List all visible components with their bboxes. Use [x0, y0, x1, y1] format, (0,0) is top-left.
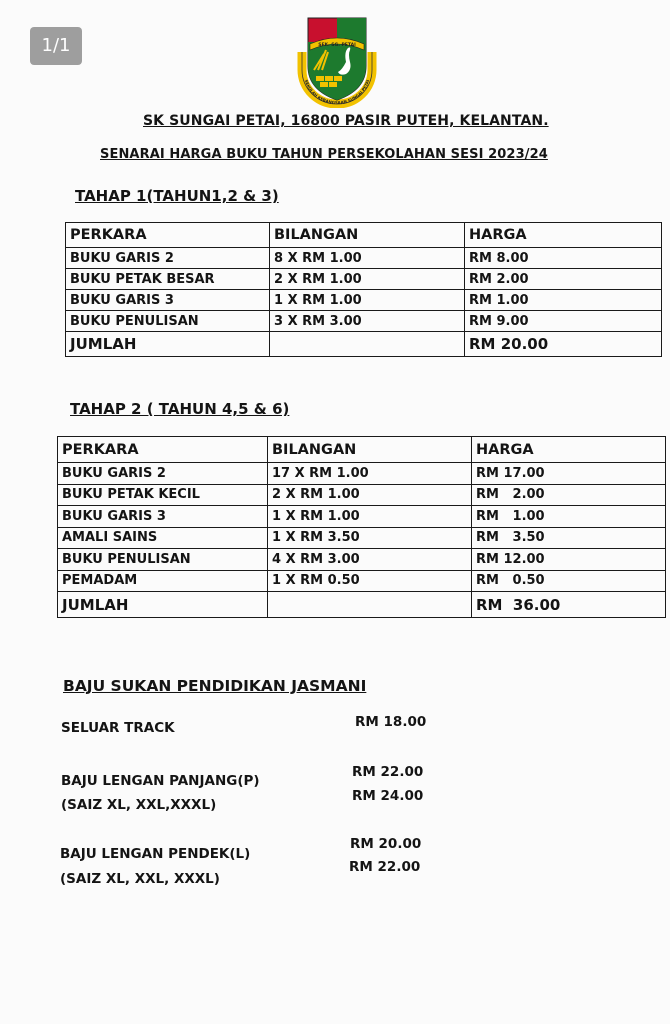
- total-harga: RM 36.00: [472, 592, 666, 618]
- cell-bilangan: 1 X RM 3.50: [268, 527, 472, 549]
- crest-banner-text: SEK. SG. PETAI: [318, 43, 356, 48]
- lengan-pendek-price: RM 20.00: [350, 836, 422, 852]
- school-crest-logo: [294, 12, 380, 108]
- cell-bilangan: 1 X RM 0.50: [268, 570, 472, 592]
- cell-perkara: BUKU PENULISAN: [66, 311, 270, 332]
- cell-harga: RM 12.00: [472, 549, 666, 571]
- cell-bilangan: 2 X RM 1.00: [270, 269, 465, 290]
- column-header-perkara: PERKARA: [58, 437, 268, 463]
- lengan-panjang-label: BAJU LENGAN PANJANG(P): [61, 773, 260, 789]
- table-total-row: [66, 332, 662, 357]
- lengan-pendek-size-label: (SAIZ XL, XXL, XXXL): [60, 871, 220, 887]
- seluar-track-label: SELUAR TRACK: [61, 720, 175, 736]
- tahap1-heading: TAHAP 1(TAHUN1,2 & 3): [75, 187, 279, 205]
- table-row: [66, 290, 662, 311]
- table-row: [58, 506, 666, 528]
- lengan-panjang-size-price: RM 24.00: [352, 788, 424, 804]
- tahap2-heading: TAHAP 2 ( TAHUN 4,5 & 6): [70, 400, 290, 418]
- table-header-row: [66, 223, 662, 248]
- baju-sukan-heading: BAJU SUKAN PENDIDIKAN JASMANI: [63, 677, 367, 695]
- table-total-row: [58, 592, 666, 618]
- cell-bilangan: 1 X RM 1.00: [270, 290, 465, 311]
- lengan-pendek-label: BAJU LENGAN PENDEK(L): [60, 846, 251, 862]
- table-row: [58, 570, 666, 592]
- total-label: JUMLAH: [66, 332, 270, 357]
- cell-harga: RM 8.00: [465, 248, 662, 269]
- lengan-panjang-size-label: (SAIZ XL, XXL,XXXL): [61, 797, 217, 813]
- table-row: [58, 549, 666, 571]
- table-row: [66, 311, 662, 332]
- cell-perkara: BUKU GARIS 2: [58, 463, 268, 485]
- cell-perkara: BUKU PENULISAN: [58, 549, 268, 571]
- table-row: [58, 463, 666, 485]
- cell-perkara: BUKU GARIS 3: [58, 506, 268, 528]
- tahap1-price-table: [65, 222, 662, 357]
- cell-harga: RM 0.50: [472, 570, 666, 592]
- column-header-bilangan: BILANGAN: [268, 437, 472, 463]
- column-header-harga: HARGA: [472, 437, 666, 463]
- table-header-row: [58, 437, 666, 463]
- cell-perkara: BUKU GARIS 2: [66, 248, 270, 269]
- total-bilangan: [270, 332, 465, 357]
- column-header-bilangan: BILANGAN: [270, 223, 465, 248]
- table-row: [58, 527, 666, 549]
- total-label: JUMLAH: [58, 592, 268, 618]
- cell-perkara: BUKU PETAK BESAR: [66, 269, 270, 290]
- cell-bilangan: 4 X RM 3.00: [268, 549, 472, 571]
- cell-harga: RM 2.00: [465, 269, 662, 290]
- lengan-panjang-price: RM 22.00: [352, 764, 424, 780]
- cell-bilangan: 3 X RM 3.00: [270, 311, 465, 332]
- cell-harga: RM 9.00: [465, 311, 662, 332]
- seluar-track-price: RM 18.00: [355, 714, 427, 730]
- cell-bilangan: 2 X RM 1.00: [268, 484, 472, 506]
- page-counter-badge: 1/1: [30, 27, 82, 65]
- total-harga: RM 20.00: [465, 332, 662, 357]
- table-row: [66, 269, 662, 290]
- cell-perkara: PEMADAM: [58, 570, 268, 592]
- cell-bilangan: 1 X RM 1.00: [268, 506, 472, 528]
- column-header-harga: HARGA: [465, 223, 662, 248]
- school-name: SK SUNGAI PETAI, 16800 PASIR PUTEH, KELANTAN.: [143, 113, 549, 129]
- document-title: SENARAI HARGA BUKU TAHUN PERSEKOLAHAN SESI 2023/24: [100, 147, 548, 162]
- cell-perkara: BUKU PETAK KECIL: [58, 484, 268, 506]
- cell-harga: RM 3.50: [472, 527, 666, 549]
- column-header-perkara: PERKARA: [66, 223, 270, 248]
- cell-bilangan: 8 X RM 1.00: [270, 248, 465, 269]
- table-row: [58, 484, 666, 506]
- cell-harga: RM 17.00: [472, 463, 666, 485]
- lengan-pendek-size-price: RM 22.00: [349, 859, 421, 875]
- cell-perkara: BUKU GARIS 3: [66, 290, 270, 311]
- table-row: [66, 248, 662, 269]
- cell-harga: RM 1.00: [465, 290, 662, 311]
- cell-bilangan: 17 X RM 1.00: [268, 463, 472, 485]
- cell-perkara: AMALI SAINS: [58, 527, 268, 549]
- total-bilangan: [268, 592, 472, 618]
- cell-harga: RM 2.00: [472, 484, 666, 506]
- crest-ring-text: SEKOLAH KEBANGSAAN SUNGAI PETAI: [303, 79, 371, 106]
- tahap2-price-table: [57, 436, 666, 618]
- cell-harga: RM 1.00: [472, 506, 666, 528]
